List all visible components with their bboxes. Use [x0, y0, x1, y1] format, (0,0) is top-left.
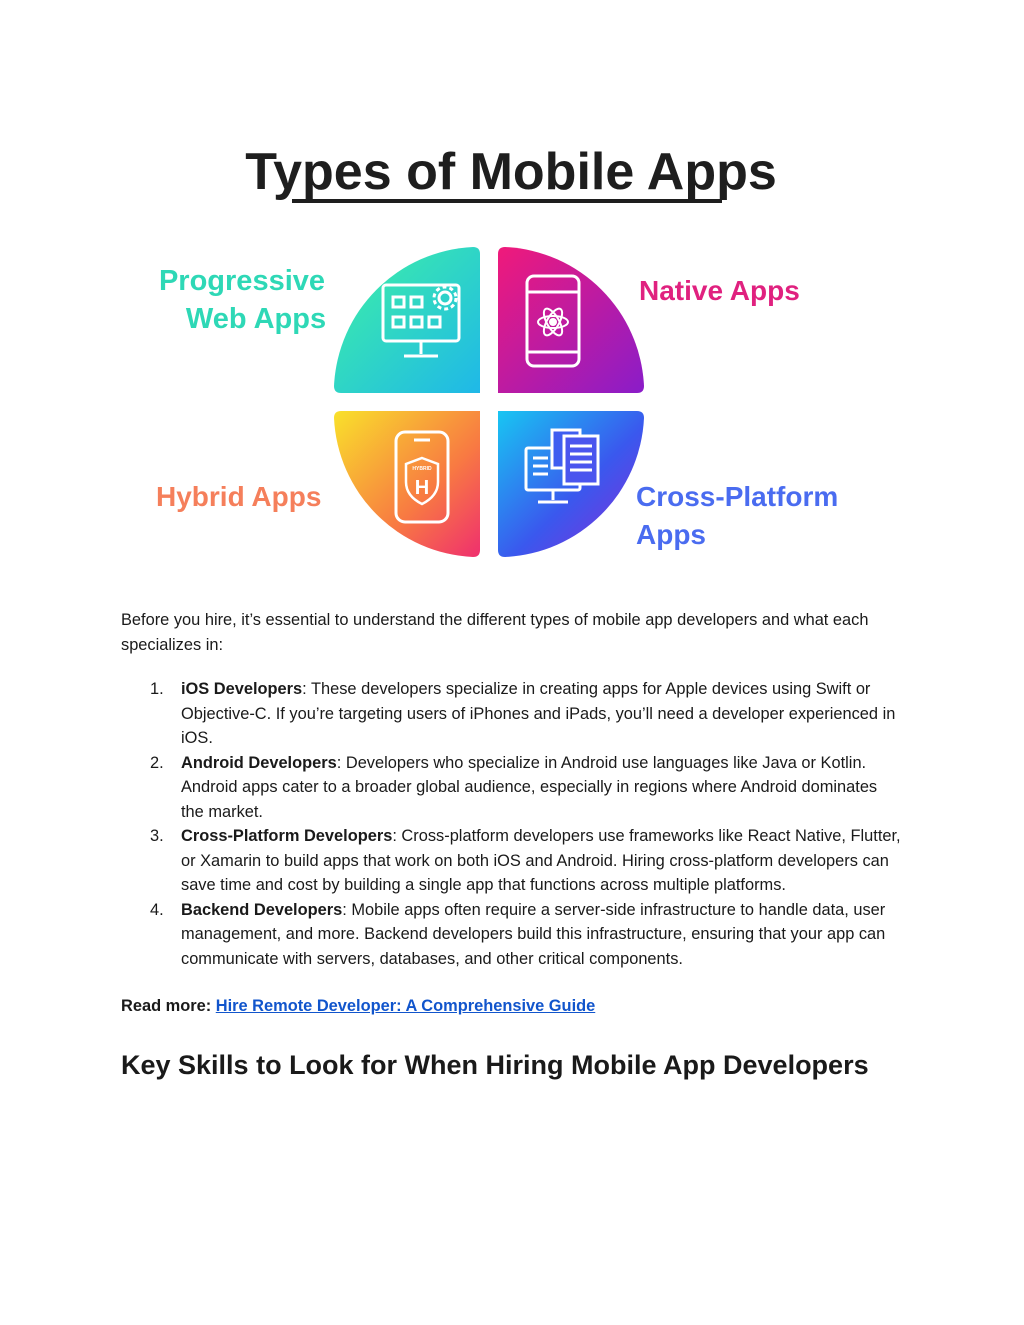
list-item-text: : These developers specialize in creating apps for Apple devices using Swift or Objective-C. If you’re targeting users of iPhones and iPads, you’ll need a developer experienced in iOS.: [181, 680, 896, 747]
label-native-apps: Native Apps: [639, 275, 800, 306]
types-of-mobile-apps-infographic: [0, 0, 1024, 590]
developer-types-list: [121, 677, 901, 971]
list-item-text: : Mobile apps often require a server-side infrastructure to handle data, user management, and more. Backend developers build this infrastructure, ensuring that your app can communicate with servers, databases, and other critical components.: [181, 900, 886, 968]
article-content: [121, 608, 901, 1084]
list-number: 2.: [150, 753, 164, 772]
list-item-backend-developers: [121, 898, 901, 972]
list-number: 1.: [150, 680, 164, 698]
list-item-text: : Cross-platform developers use frameworks like React Native, Flutter, or Xamarin to build apps that work on both iOS and Android. Hiring cross-platform developers can save time and cost by building a single app that functions across multiple platforms.: [181, 827, 901, 894]
infographic-canvas: [0, 0, 1024, 590]
list-item-ios-developers: [121, 677, 901, 751]
intro-paragraph: Before you hire, it’s essential to understand the different types of mobile app developers and what each specializes in:: [121, 611, 869, 654]
label-cross-platform-line2: Apps: [636, 519, 706, 550]
list-item-android-developers: [121, 751, 901, 825]
label-progressive-web-apps-line1: Progressive: [158, 265, 326, 297]
quadrant-native-apps: [498, 247, 644, 393]
label-progressive-web-apps-line2: Web Apps: [185, 303, 327, 335]
list-item-title: Cross-Platform Developers: [181, 827, 393, 845]
list-item-cross-platform-developers: [121, 824, 901, 898]
list-item-title: Android Developers: [181, 753, 337, 772]
read-more-link[interactable]: Hire Remote Developer: A Comprehensive Guide: [215, 997, 596, 1015]
shield-caption: HYBRID: [412, 466, 432, 472]
label-cross-platform-line1: Cross-Platform: [636, 481, 839, 512]
label-hybrid-apps: Hybrid Apps: [156, 481, 322, 512]
list-item-text: : Developers who specialize in Android use languages like Java or Kotlin. Android apps cater to a broader global audience, especially in regions where Android dominates the market.: [181, 753, 878, 821]
list-item-title: Backend Developers: [181, 900, 343, 919]
shield-letter: H: [414, 477, 430, 499]
list-number: 4.: [150, 900, 164, 919]
key-skills-heading: Key Skills to Look for When Hiring Mobile App Developers: [121, 1049, 869, 1080]
list-number: 3.: [150, 827, 164, 845]
infographic-title: Types of Mobile Apps: [245, 143, 777, 201]
read-more-line: [121, 994, 901, 1019]
list-item-title: iOS Developers: [181, 680, 303, 698]
read-more-label: Read more:: [121, 997, 216, 1015]
